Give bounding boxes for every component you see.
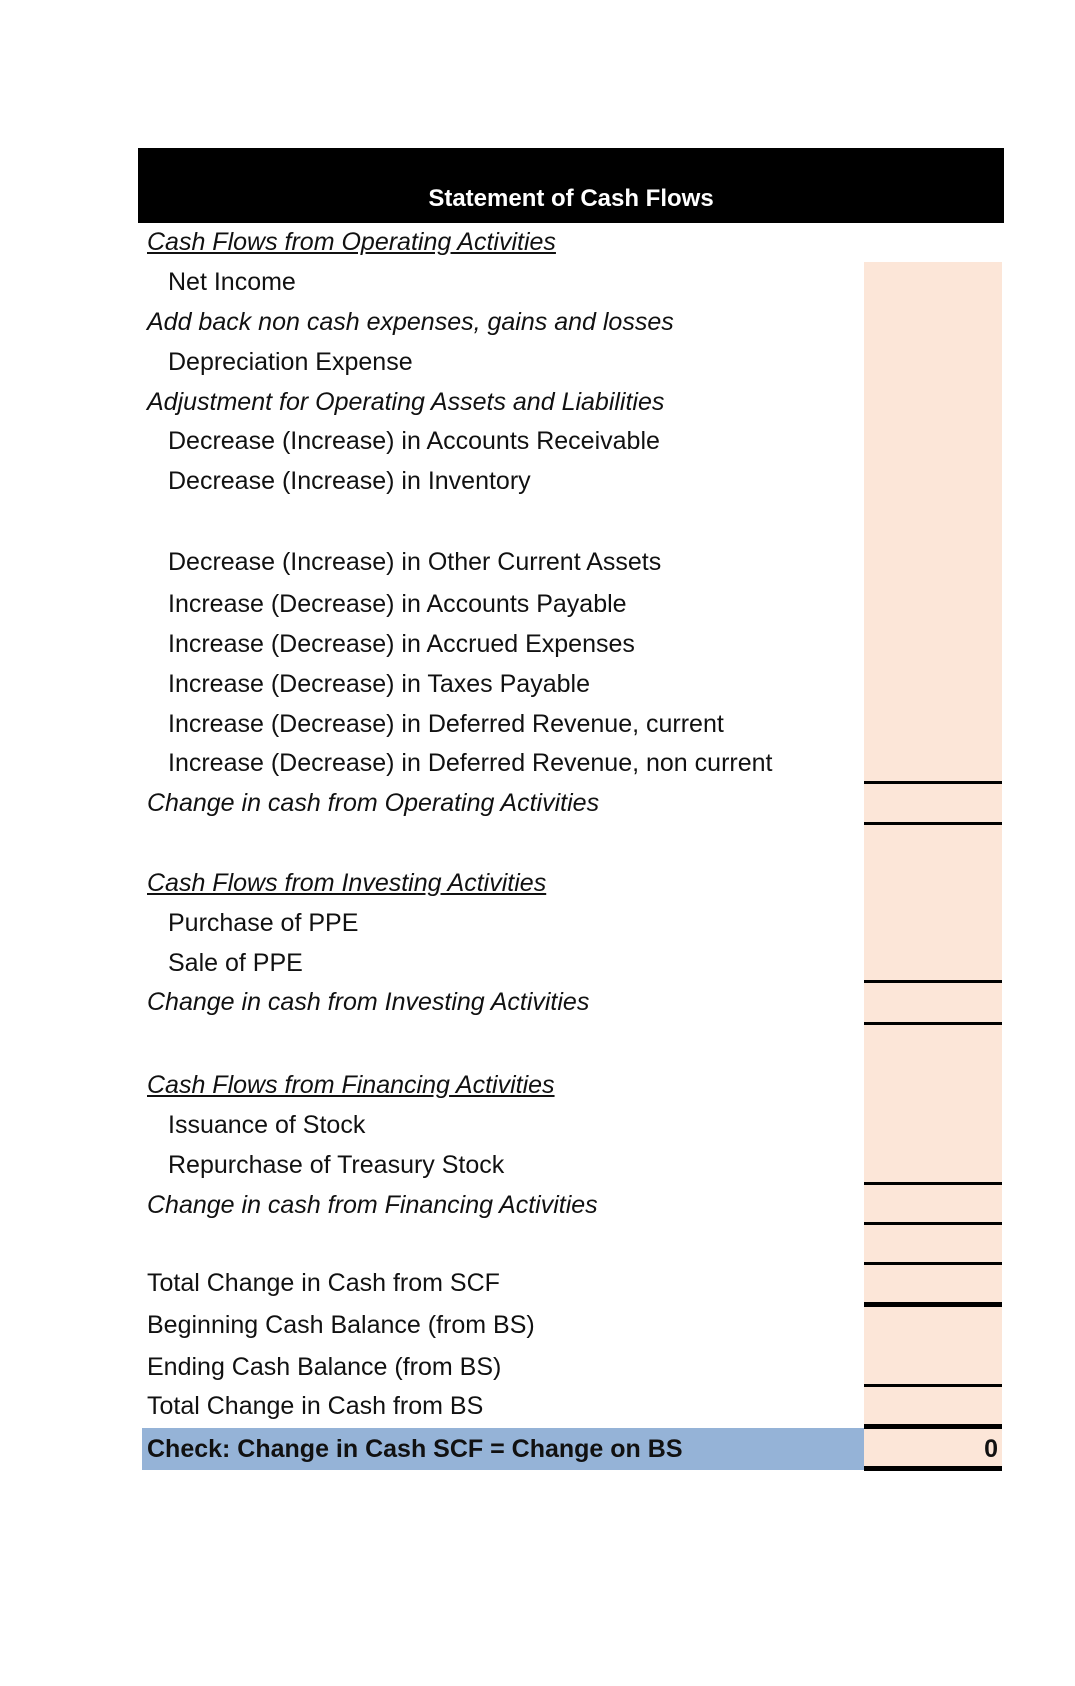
net-income-row: Net Income bbox=[168, 268, 296, 296]
total-rule bbox=[864, 1466, 1002, 1471]
def-rev-noncurrent-row: Increase (Decrease) in Deferred Revenue, non current bbox=[168, 749, 773, 777]
inventory-row: Decrease (Increase) in Inventory bbox=[168, 467, 531, 495]
ap-row: Increase (Decrease) in Accounts Payable bbox=[168, 590, 627, 618]
beginning-cash-row: Beginning Cash Balance (from BS) bbox=[147, 1311, 535, 1339]
def-rev-current-row: Increase (Decrease) in Deferred Revenue, current bbox=[168, 710, 724, 738]
total-rule bbox=[864, 1424, 1002, 1429]
addback-heading: Add back non cash expenses, gains and losses bbox=[147, 308, 674, 336]
taxes-row: Increase (Decrease) in Taxes Payable bbox=[168, 670, 590, 698]
other-ca-row: Decrease (Increase) in Other Current Assets bbox=[168, 548, 662, 576]
accrued-row: Increase (Decrease) in Accrued Expenses bbox=[168, 630, 635, 658]
subtotal-rule bbox=[864, 1022, 1002, 1025]
subtotal-rule bbox=[864, 1182, 1002, 1185]
investing-heading: Cash Flows from Investing Activities bbox=[147, 869, 547, 897]
statement-title: Statement of Cash Flows bbox=[428, 185, 714, 212]
total-change-bs-row: Total Change in Cash from BS bbox=[147, 1392, 484, 1420]
subtotal-rule bbox=[864, 1262, 1002, 1265]
ar-row: Decrease (Increase) in Accounts Receivable bbox=[168, 427, 660, 455]
statement-header bbox=[138, 148, 1004, 223]
subtotal-rule bbox=[864, 1222, 1002, 1225]
investing-change-row: Change in cash from Investing Activities bbox=[147, 988, 590, 1016]
check-value: 0 bbox=[984, 1435, 998, 1463]
depreciation-row: Depreciation Expense bbox=[168, 348, 413, 376]
ending-cash-row: Ending Cash Balance (from BS) bbox=[147, 1353, 502, 1381]
subtotal-rule bbox=[864, 980, 1002, 983]
repurchase-row: Repurchase of Treasury Stock bbox=[168, 1151, 505, 1179]
financing-heading: Cash Flows from Financing Activities bbox=[147, 1071, 555, 1099]
subtotal-rule bbox=[864, 822, 1002, 825]
issuance-row: Issuance of Stock bbox=[168, 1111, 366, 1139]
adjustment-heading: Adjustment for Operating Assets and Liabilities bbox=[147, 388, 665, 416]
check-label: Check: Change in Cash SCF = Change on BS bbox=[147, 1435, 683, 1463]
subtotal-rule bbox=[864, 1384, 1002, 1387]
financing-change-row: Change in cash from Financing Activities bbox=[147, 1191, 598, 1219]
operating-heading: Cash Flows from Operating Activities bbox=[147, 228, 556, 256]
total-rule bbox=[864, 1302, 1002, 1307]
total-change-scf-row: Total Change in Cash from SCF bbox=[147, 1269, 500, 1297]
subtotal-rule bbox=[864, 781, 1002, 784]
sale-ppe-row: Sale of PPE bbox=[168, 949, 303, 977]
purchase-ppe-row: Purchase of PPE bbox=[168, 909, 359, 937]
operating-change-row: Change in cash from Operating Activities bbox=[147, 789, 600, 817]
